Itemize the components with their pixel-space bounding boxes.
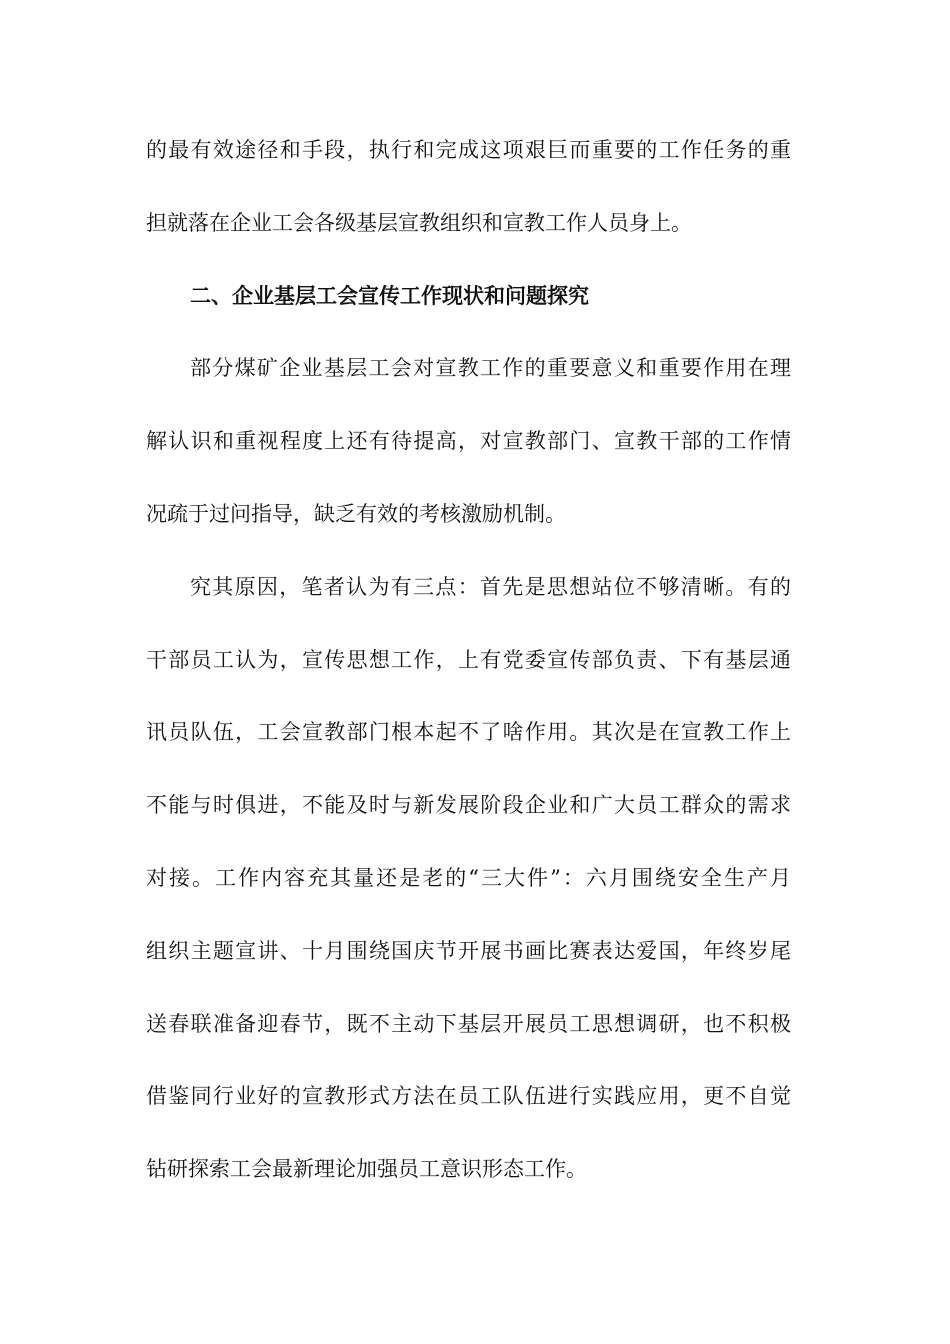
paragraph-line: 解认识和重视程度上还有待提高，对宣教部门、宣教干部的工作情 [146, 429, 791, 454]
paragraph-line: 的最有效途径和手段，执行和完成这项艰巨而重要的工作任务的重 [146, 138, 791, 162]
paragraph-line: 部分煤矿企业基层工会对宣教工作的重要意义和重要作用在理 [190, 356, 791, 381]
document-body [146, 128, 791, 1220]
paragraph-line: 钻研探索工会最新理论加强员工意识形态工作。 [146, 1157, 587, 1182]
paragraph-line: 不能与时俱进，不能及时与新发展阶段企业和广大员工群众的需求 [146, 793, 791, 818]
paragraph-line: 讯员队伍，工会宣教部门根本起不了啥作用。其次是在宣教工作上 [146, 720, 791, 745]
paragraph-line: 干部员工认为，宣传思想工作，上有党委宣传部负责、下有基层通 [146, 647, 791, 672]
paragraph-line: 况疏于过问指导，缺乏有效的考核激励机制。 [146, 501, 566, 526]
paragraph-line: 组织主题宣讲、十月围绕国庆节开展书画比赛表达爱国，年终岁尾 [146, 938, 791, 963]
paragraph-line: 担就落在企业工会各级基层宣教组织和宣教工作人员身上。 [146, 210, 692, 235]
paragraph-line: 对接。工作内容充其量还是老的“三大件”：六月围绕安全生产月 [146, 865, 791, 890]
paragraph-line: 借鉴同行业好的宣教形式方法在员工队伍进行实践应用，更不自觉 [146, 1084, 791, 1109]
paragraph-line: 送春联准备迎春节，既不主动下基层开展员工思想调研，也不积极 [146, 1011, 791, 1036]
section-heading: 二、企业基层工会宣传工作现状和问题探究 [190, 283, 589, 308]
paragraph-line: 究其原因，笔者认为有三点：首先是思想站位不够清晰。有的 [190, 574, 791, 599]
